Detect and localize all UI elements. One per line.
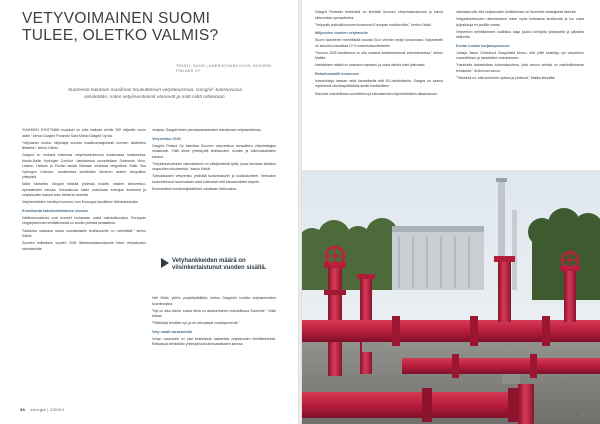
paragraph: ”Vetyhanke kuuluu miljardeja eurosta maailmanlaajuisesti suomen aloitteleva liikkeelle,” kertoo Kärkki. [22, 140, 146, 151]
left-column-2 [152, 128, 276, 194]
paragraph: Suomen hallituksen vuoden 2035 hiilineutraalisuustavoite tukee vetytalouden rakentamista. [22, 241, 146, 251]
left-column-1 [22, 128, 146, 254]
gas-station-illustration [302, 170, 600, 424]
paragraph: ”Maidosta vastaava osuus suomalaiselle teollisuudelle on merkittävä,” kertoo Kärkki. [22, 228, 146, 239]
paragraph: Hallitusmuutokset ovat tuoneet mukanaan uusia mahdollisuuksia. Euroopan vetyjärjestelmän kehittämisestä on sovittu yhteisiä periaatteita. [22, 215, 146, 226]
article-title: VETYVOIMAINEN SUOMI TULEE, OLETKO VALMIS? [22, 10, 219, 44]
paragraph: ”Tärkeintä on, että toimimme ajoissa ja yhdessä,” Mattila kiteyttää. [456, 75, 556, 80]
subheading: Vetyverkko 2030 [152, 136, 181, 141]
paragraph: Vetyhankkeiden merkitys korostuu, kun Eurooppa tavoittelee hiilineutraaliutta. [22, 200, 139, 205]
paragraph: Investointeja tuetaan sekä kansallisella että EU-rahoituksella. Gasgrid on saanut myönteisiä rahoituspäätöksiä useille hankkeilleen. [315, 78, 443, 89]
article-lead: Suomesta halutaan maailman houkuttelevin vetytalousmaa. Gasgrid -tulosluvussa selvitetään, miten vetyinvestoinnit etenevät ja mitä niiltä odotetaan. [67, 88, 243, 100]
paragraph: ”Vetyinfrastruktuurin rakentaminen on pitkäjänteistä työtä, jossa tarvitaan kaikkien osapuolten sitoutumista,” sanoo Kärkki. [152, 161, 276, 172]
subheading: Kovan luokan korjausprosessi [456, 43, 510, 48]
triangle-icon [161, 258, 169, 268]
pull-quote-text: Vetyhankkeiden määrä on viisinkertaistunut vuoden sisällä. [172, 258, 267, 272]
magazine-name: energia | 2/2024 [30, 407, 65, 412]
paragraph: Hankkeiden määrä on kasvanut nopeasti, ja uusia ideoita tulee jatkuvasti. [315, 63, 426, 68]
paragraph: “KAIKKIEN SYNTYMÄN kuuluisin on tulla hallusta vireille 260 miljardin euron alalle,” kertoo Gasgrid Finlandin Sara Kärkki Gasgrid Oy:sta. [22, 128, 146, 138]
subheading: Vety vaatii varastointia [152, 329, 192, 334]
paragraph: Tulevaisuuden vetyverkko yhdistää tuotantoalueet ja kulutuskohteet. Verkoston suunnittelussa huomioidaan sekä kotimaiset että kansainväliset tarpeet. [152, 174, 276, 184]
pull-quote [172, 258, 284, 273]
paragraph: Gasgrid on mukana kolmessa vetyinfrastruktuuria koskevassa hankkeessa: Nordic-Baltic Hydrogen Corridor -hankkeessa suunnitellaan Suomesta Viron, Latvian, Liettuan ja Puolan kautta Saksaan ulottuvaa vetyputkea. Baltic Sea Hydrogen Collector -hankkeessa selvitetään Itämeren alueen vetyputken yhteyksiä. [22, 153, 146, 180]
paragraph: Heli Virkki, yhtiön projektipäällikkö, kertoo Gasgridin roolista vetyhankkeiden koordinoijana. [152, 296, 276, 306]
right-column-2 [456, 10, 584, 83]
paragraph: Johtaja Janne Gröhnlund Gasgridistä kertoo, että yhtiö keskittyy nyt vetyverkon suunnitteluun ja hankkeiden toteutukseen. [456, 50, 584, 61]
paragraph: vahvistaa sitä, että vetytalouden kehittäminen on Suomelle strategisesti tärkeää. [456, 10, 577, 14]
paragraph: Näitä hankkeita Gasgrid edistää yhdessä muiden maiden siirtoverkko-operaattorien kanssa. Kokonaisuus tukee uusiutuvan energian tuotantoa ja vetytalouden kasvua koko Itämeren alueella. [22, 182, 146, 198]
paragraph: ”Nyt on aika toimia, koska tämä on ainutkertainen mahdollisuus Suomelle,” Virkki toteaa. [152, 308, 276, 319]
right-page [302, 0, 600, 424]
paragraph: vedysta. Gasgrid tekee perustavanlaatuisen toteutuksen vetyhankkeissa. [152, 128, 262, 132]
paragraph: ”Vetyputki yhdistää suomen tuotannon Euroopan markkinoihin,” kertoo Kärkki. [315, 22, 432, 27]
pipeline-photo [302, 170, 600, 424]
paragraph: Ensimmäiset investointipäätökset odotetaan lähivuosina. [152, 186, 238, 191]
paragraph: Gasgrid Finlandin tehtävänä on kehittää Suomen vetyinfrastruktuuria ja toimia siirtoverkko-operaattorina. [315, 10, 443, 20]
right-column-1 [315, 10, 443, 99]
paragraph: Suomi tavoittelee merkittävää osuutta EU:n vihreän vedyn tuotannosta. Kapasiteetti on tarkoitus kasvattaa 10 % tuotantotavoitteeseen. [315, 38, 443, 48]
paragraph: ”Vuonna 2025 tavoitteena on olla mukana keskeisimmissä investoinneissa,” kertoo Mattila. [315, 50, 443, 61]
paragraph: Vetyputkiverkoston rakentaminen tukee myös kotimaista teollisuutta ja luo uusia työpaikkoja eri puolille maata. [456, 17, 584, 27]
paragraph: ”Hankkeita tarkastellaan kokonaisuutena, jotta verkon kehitys on mahdollisimman tehokasta,” Gröhnlund sanoo. [456, 63, 584, 73]
article-credit: TEKSTI: SAARI | AMERIKOVARA KUVA: GASGRID FINLAND OY [176, 64, 272, 73]
left-page [0, 0, 298, 424]
left-column-2-lower [152, 296, 276, 349]
page-footer [20, 407, 64, 412]
subheading: Miljoonien tonnien vetytavoite [315, 31, 368, 36]
paragraph: Rahoitus mahdollistaa suunnittelun ja rakentamisen käynnistämisen aikataulussa. [315, 91, 438, 96]
paragraph: Vetyverkon kehittämiseen osallistuu laaja joukko toimijoita yksityiseltä ja julkiselta sektorilta. [456, 29, 584, 40]
paragraph: Vedyn varastointi on yksi keskeisistä haasteista vetytalouden kehittämisessä. Ratkaisuja selvitetään yhteistyössä tutkimuslaitosten kanssa. [152, 336, 276, 347]
paragraph: ”Päätöksiä tehdään nyt, ja ne vaikuttavat vuosikymmeniä.” [152, 321, 240, 326]
subheading: Rahoitusmallit kunnossa [315, 71, 359, 76]
subheading: Kolmikanta kaksitoimintainen sivutus [22, 208, 88, 213]
paragraph: Gasgrid Finland Oy toteuttaa Suomen vetyverkkoa kansallisen vetystrategian mukaisesti. Yhtiö tekee yhteistyötä teollisuuden, kuntien ja tutkimuslaitosten kanssa. [152, 143, 276, 159]
page-number: 38 [20, 407, 26, 412]
